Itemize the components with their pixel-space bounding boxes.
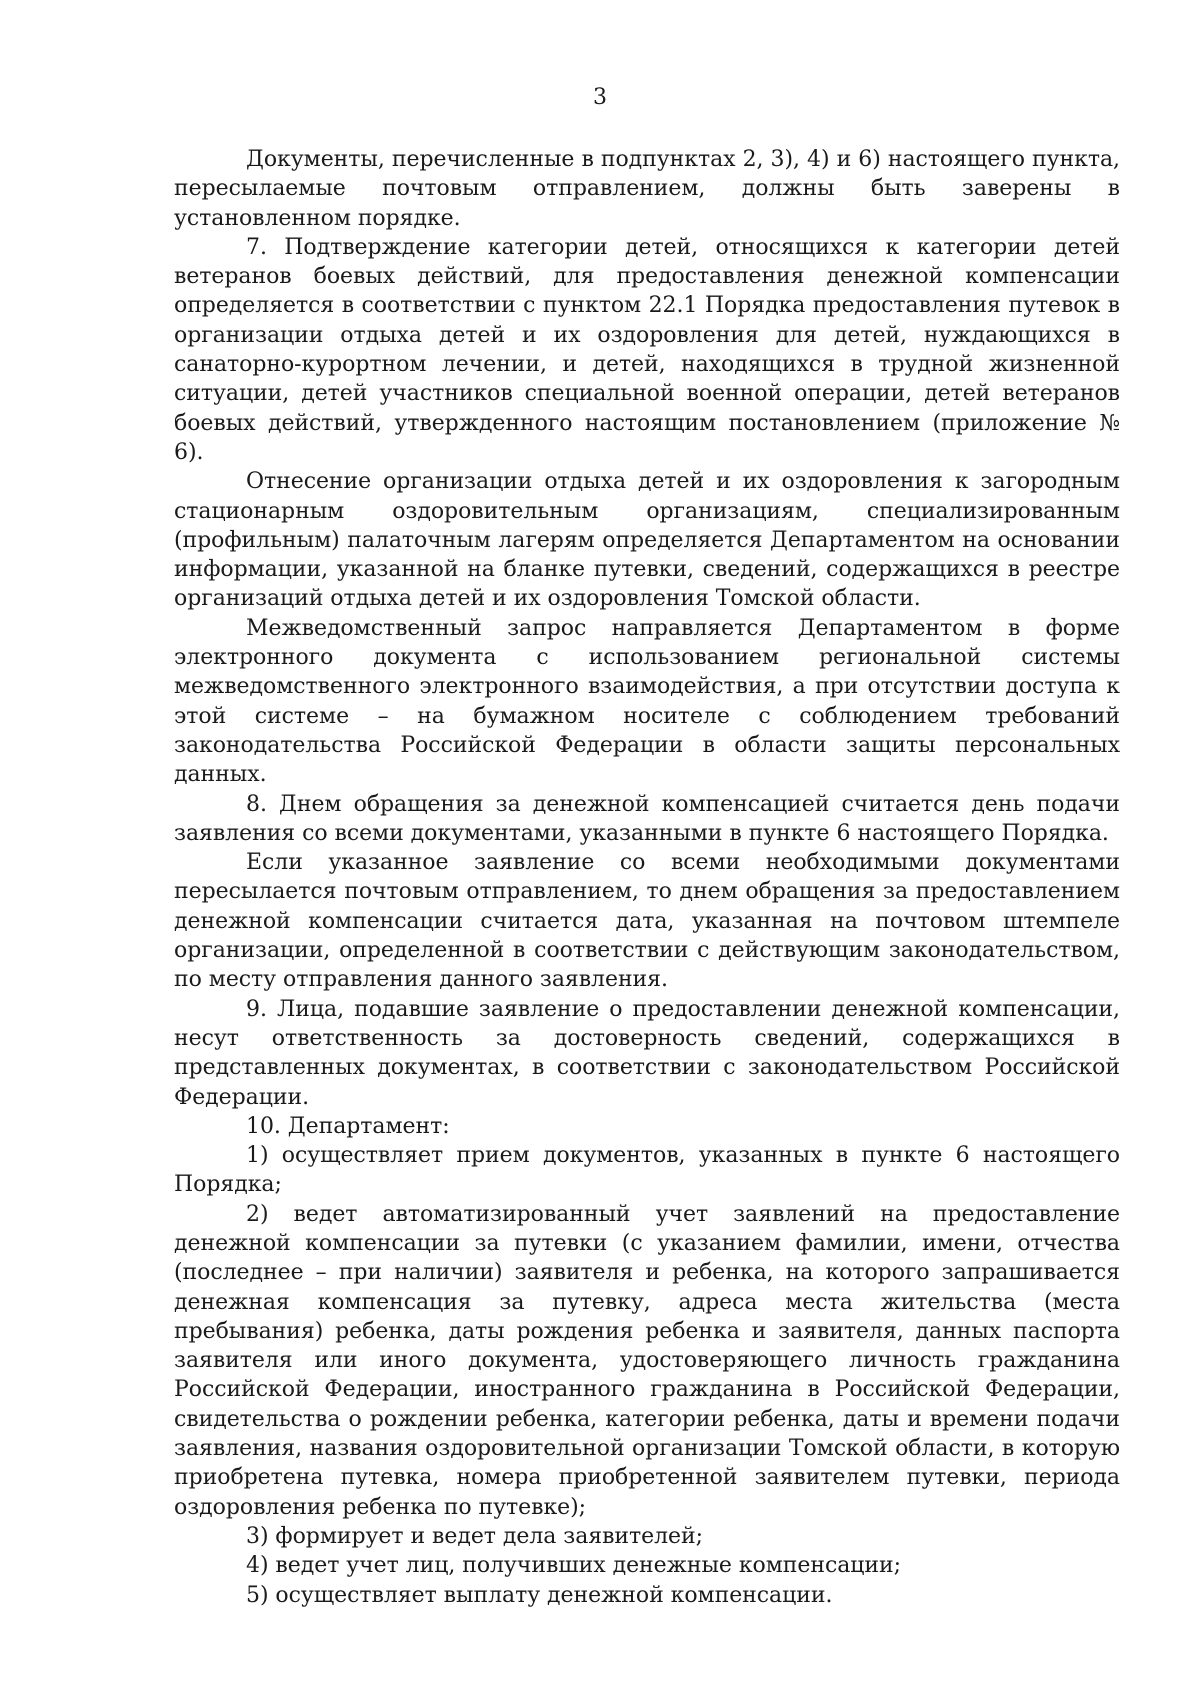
paragraph-item-9: 9. Лица, подавшие заявление о предоставлении денежной компенсации, несут ответственность за достоверность сведений, содержащихся в представленных документах, в соответствии с законодательством Российской Федерации. [174, 996, 1120, 1110]
paragraph-subitem-3: 3) формирует и ведет дела заявителей; [246, 1523, 704, 1549]
paragraph-item-10-heading: 10. Департамент: [246, 1113, 450, 1139]
paragraph-subitem-5: 5) осуществляет выплату денежной компенсации. [246, 1582, 833, 1608]
paragraph-item-7: 7. Подтверждение категории детей, относящихся к категории детей ветеранов боевых действий, для предоставления денежной компенсации определяется в соответствии с пунктом 22.1 Порядка предоставления путевок в организации отдыха детей и их оздоровления для детей, нуждающихся в санаторно-курортном лечении, и детей, находящихся в трудной жизненной ситуации, детей участников специальной военной операции, детей ветеранов боевых действий, утвержденного настоящим постановлением (приложение № 6). [174, 234, 1120, 465]
paragraph-subitem-2: 2) ведет автоматизированный учет заявлений на предоставление денежной компенсации за путевки (с указанием фамилии, имени, отчества (последнее – при наличии) заявителя и ребенка, на которого запрашивается денежная компенсация за путевку, адреса места жительства (места пребывания) ребенка, даты рождения ребенка и заявителя, данных паспорта заявителя или иного документа, удостоверяющего личность гражданина Российской Федерации, иностранного гражданина в Российской Федерации, свидетельства о рождении ребенка, категории ребенка, даты и времени подачи заявления, названия оздоровительной организации Томской области, в которую приобретена путевка, номера приобретенной заявителем путевки, периода оздоровления ребенка по путевке); [174, 1201, 1120, 1520]
paragraph-item-8: 8. Днем обращения за денежной компенсацией считается день подачи заявления со всеми документами, указанными в пункте 6 настоящего Порядка. [174, 791, 1120, 846]
paragraph-subitem-4: 4) ведет учет лиц, получивших денежные компенсации; [246, 1553, 901, 1579]
paragraph-postal-date: Если указанное заявление со всеми необходимыми документами пересылается почтовым отправлением, то днем обращения за предоставлением денежной компенсации считается дата, указанная на почтовом штемпеле организации, определенной в соответствии с действующим законодательством, по месту отправления данного заявления. [174, 850, 1120, 993]
document-body [174, 145, 1120, 1610]
paragraph-subitem-1: 1) осуществляет прием документов, указанных в пункте 6 настоящего Порядка; [174, 1143, 1120, 1198]
paragraph-interagency-request: Межведомственный запрос направляется Департаментом в форме электронного документа с использованием региональной системы межведомственного электронного взаимодействия, а при отсутствии доступа к этой системе – на бумажном носителе с соблюдением требований законодательства Российской Федерации в области защиты персональных данных. [174, 615, 1120, 788]
paragraph-documents-certification: Документы, перечисленные в подпунктах 2, 3), 4) и 6) настоящего пункта, пересылаемые почтовым отправлением, должны быть заверены в установленном порядке. [174, 147, 1120, 231]
page-number: 3 [593, 85, 607, 110]
paragraph-organization-classification: Отнесение организации отдыха детей и их оздоровления к загородным стационарным оздоровительным организациям, специализированным (профильным) палаточным лагерям определяется Департаментом на основании информации, указанной на бланке путевки, сведений, содержащихся в реестре организаций отдыха детей и их оздоровления Томской области. [174, 469, 1120, 612]
